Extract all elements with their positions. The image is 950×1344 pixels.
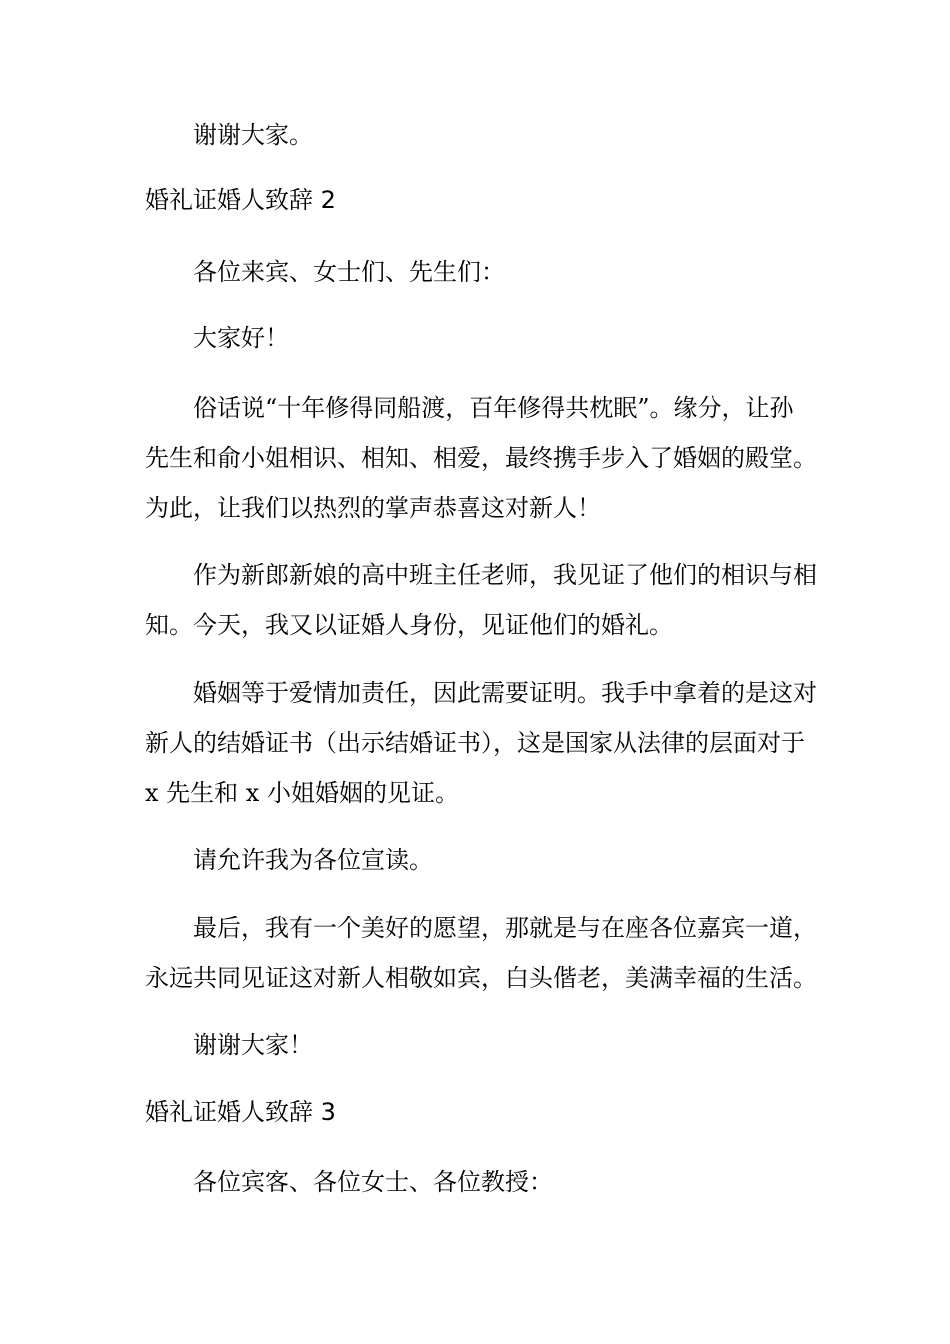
paragraph-certificate-line-1: 婚姻等于爱情加责任，因此需要证明。我手中拿着的是这对 [193,679,817,707]
closing-thanks-1: 谢谢大家。 [193,121,313,149]
paragraph-proverb-line-3: 为此，让我们以热烈的掌声恭喜这对新人！ [145,494,601,522]
paragraph-wish-line-2: 永远共同见证这对新人相敬如宾，白头偕老，美满幸福的生活。 [145,964,817,992]
section-heading-3: 婚礼证婚人致辞 3 [145,1098,336,1126]
paragraph-proverb-line-2: 先生和俞小姐相识、相知、相爱，最终携手步入了婚姻的殿堂。 [145,444,817,472]
section-heading-2: 婚礼证婚人致辞 2 [145,186,336,214]
closing-thanks-2: 谢谢大家！ [193,1031,313,1059]
paragraph-teacher-line-2: 知。今天，我又以证婚人身份，见证他们的婚礼。 [145,611,673,639]
paragraph-certificate-line-3: x 先生和 x 小姐婚姻的见证。 [145,779,459,807]
paragraph-teacher-line-1: 作为新郎新娘的高中班主任老师，我见证了他们的相识与相 [193,561,817,589]
salutation-3: 各位宾客、各位女士、各位教授： [193,1168,553,1196]
greeting-2: 大家好！ [193,324,289,352]
paragraph-wish-line-1: 最后，我有一个美好的愿望，那就是与在座各位嘉宾一道， [193,914,817,942]
paragraph-proverb-line-1: 俗话说“十年修得同船渡，百年修得共枕眠”。缘分，让孙 [193,394,794,422]
paragraph-certificate-line-2: 新人的结婚证书（出示结婚证书），这是国家从法律的层面对于 [145,729,805,757]
salutation-2: 各位来宾、女士们、先生们： [193,258,505,286]
paragraph-read-aloud: 请允许我为各位宣读。 [193,846,433,874]
